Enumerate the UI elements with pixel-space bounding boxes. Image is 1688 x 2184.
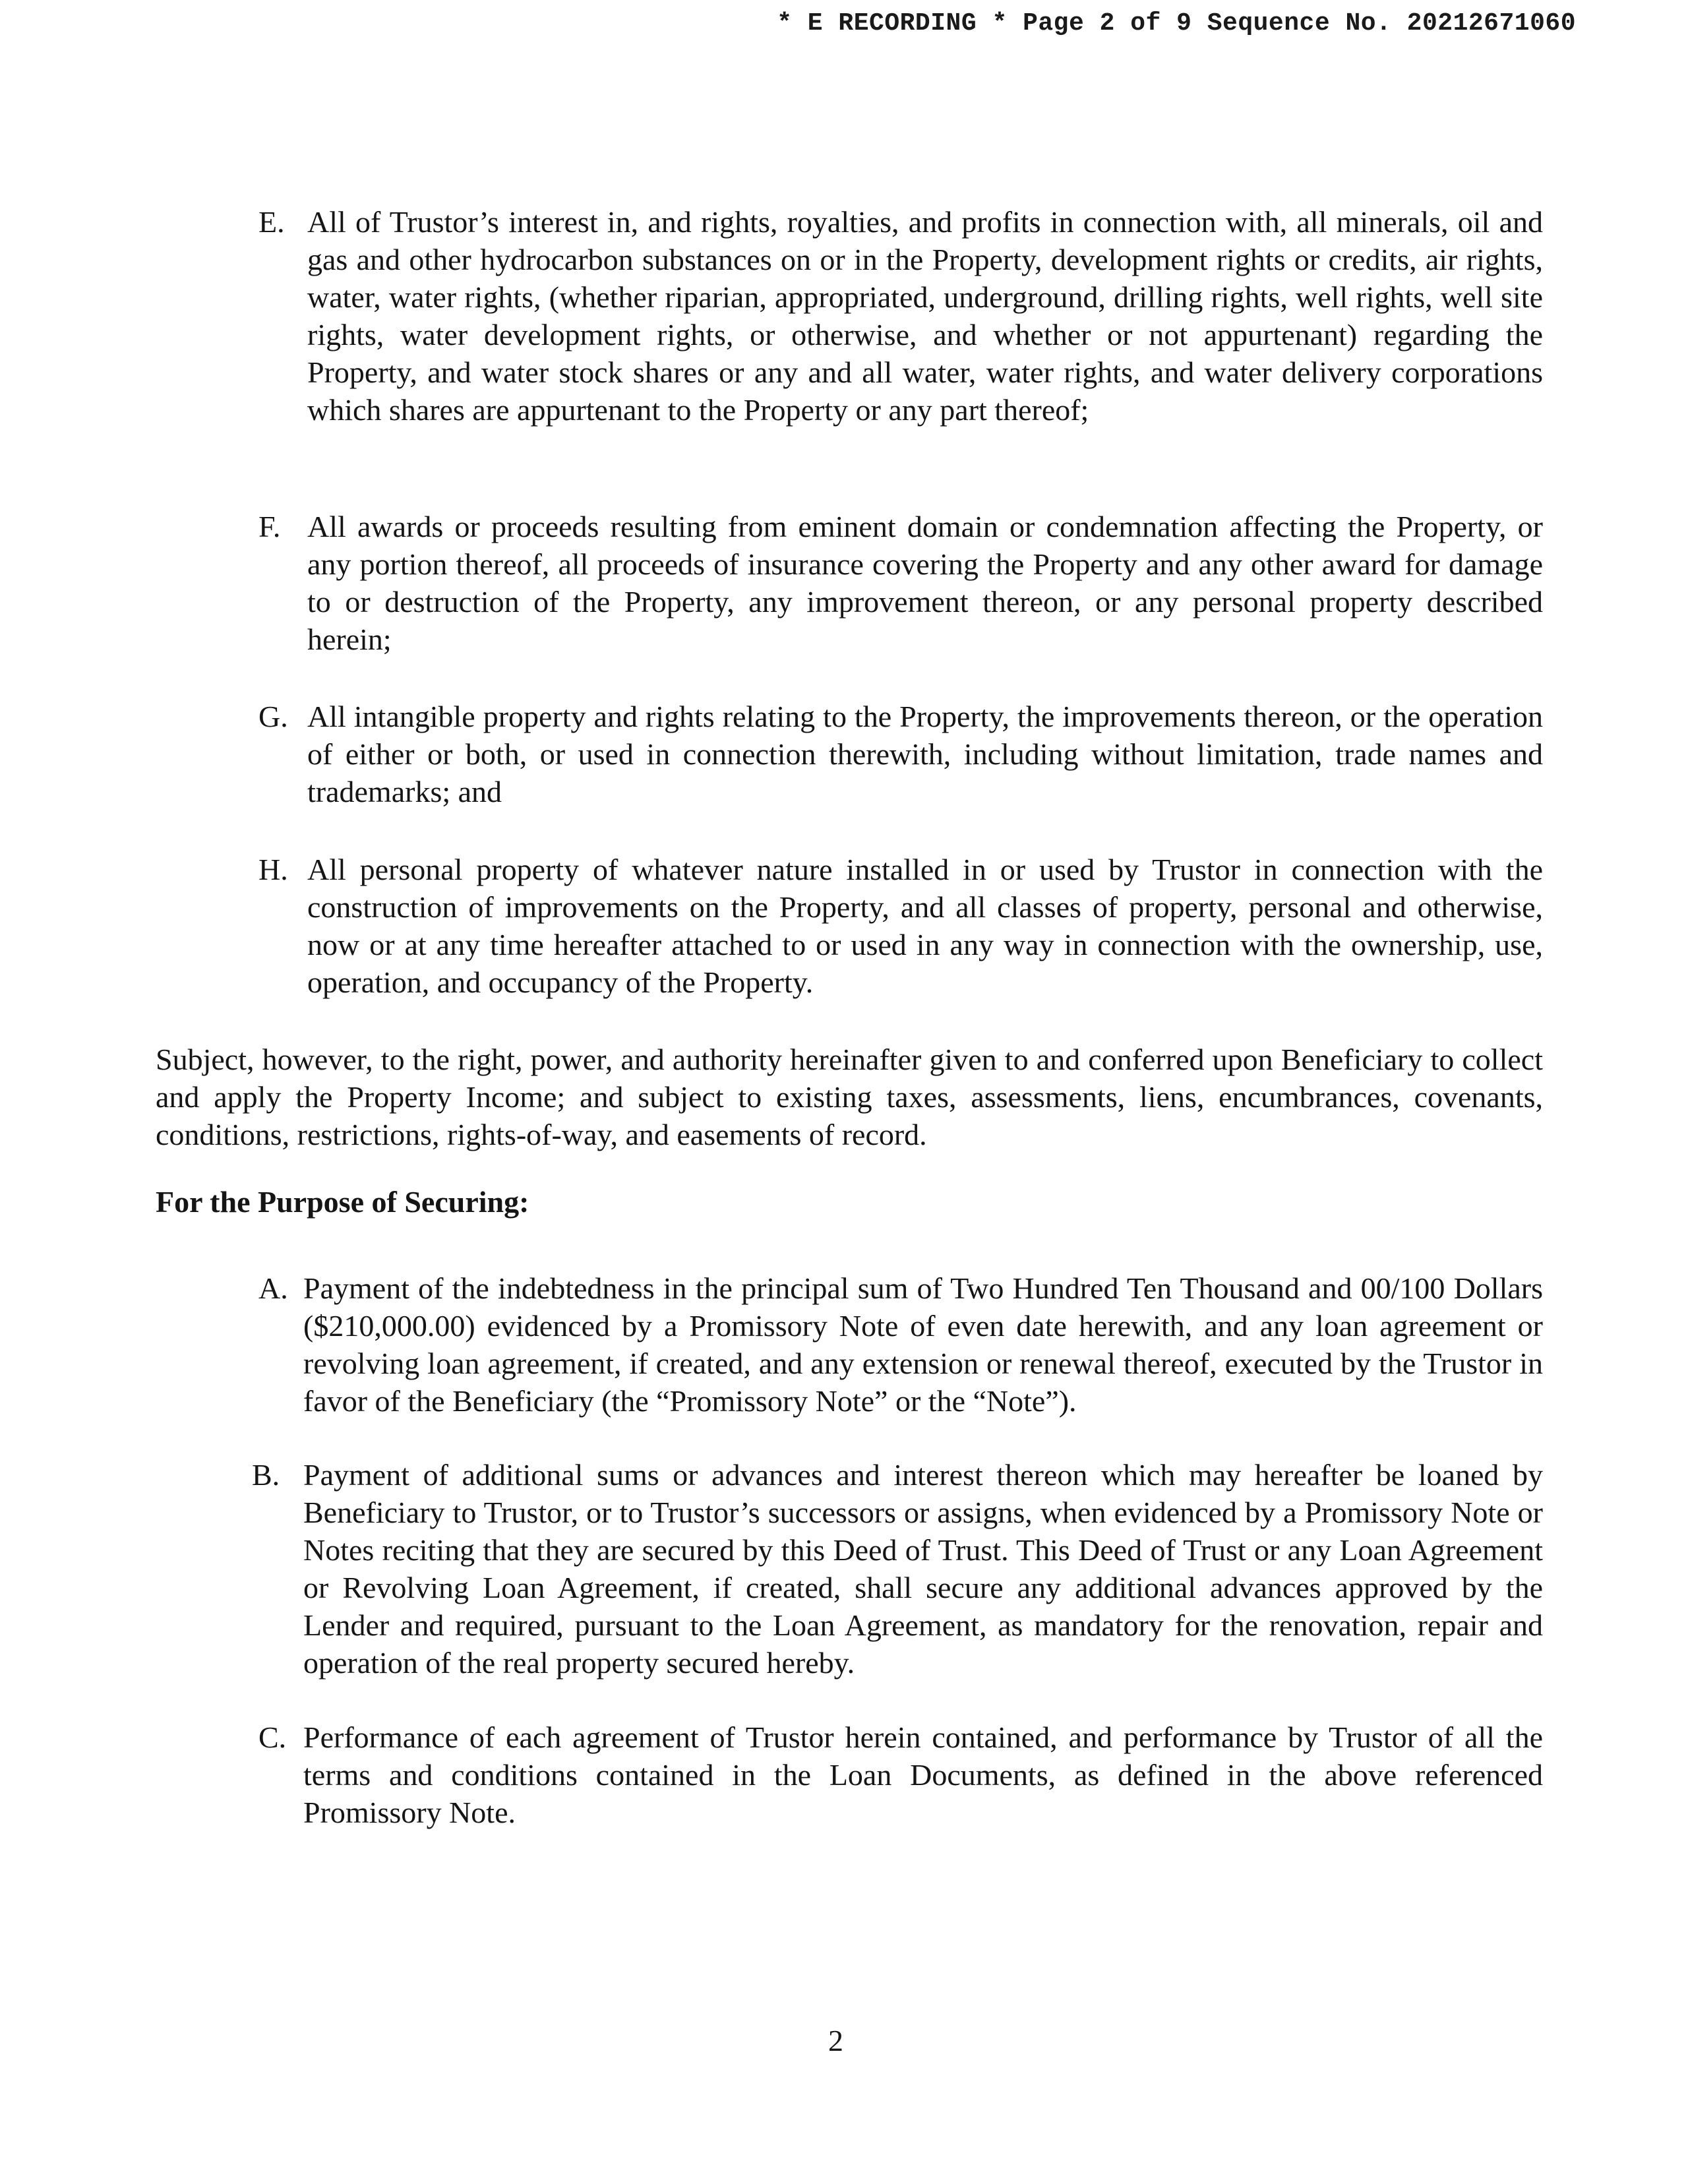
page-number: 2 [828,2024,843,2057]
list-item-letter: E. [258,205,285,239]
subject-paragraph: Subject, however, to the right, power, and authority hereinafter given to and conferred upon Beneficiary to collect and apply the Property Income; and subject to existing taxes, assessments, liens, encumbrances, covenants, conditions, restrictions, rights-of-way, and easements of record. [156,1043,1543,1151]
list-item-a [258,1269,1543,1420]
list-item-letter: A. [258,1271,288,1305]
list-item-letter: C. [258,1720,287,1754]
list-item-g [258,698,1543,810]
list-item-letter: H. [258,853,288,886]
list-item-text: All of Trustor’s interest in, and rights, royalties, and profits in connection with, all minerals, oil and gas and other hydrocarbon substances on or in the Property, development rights or credits, air rights, water, water rights, (whether riparian, appropriated, underground, drilling rights, well rights, well site rights, water development rights, or otherwise, and whether or not appurtenant) regarding the Property, and water stock shares or any and all water, water rights, and water delivery corporations which shares are appurtenant to the Property or any part thereof; [307,205,1543,427]
recording-stamp: * E RECORDING * Page 2 of 9 Sequence No. 20212671060 [777,9,1576,38]
list-item-text: Performance of each agreement of Trustor herein contained, and performance by Trustor of all the terms and conditions contained in the Loan Documents, as defined in the above referenced Promissory Note. [303,1720,1543,1829]
list-item-text: All awards or proceeds resulting from eminent domain or condemnation affecting the Property, or any portion thereof, all proceeds of insurance covering the Property and any other award for damage to or destruction of the Property, any improvement thereon, or any personal property described herein; [307,510,1543,656]
list-item-letter: F. [258,510,281,543]
list-item-b [252,1456,1543,1682]
list-item-letter: G. [258,700,288,733]
list-item-e [258,203,1543,429]
list-item-f [258,508,1543,658]
list-item-letter: B. [252,1458,280,1492]
purpose-heading: For the Purpose of Securing: [156,1185,529,1219]
list-item-text: All intangible property and rights relating to the Property, the improvements thereon, or the operation of either or both, or used in connection therewith, including without limitation, trade names and trademarks; and [307,700,1543,808]
list-item-c [258,1718,1543,1831]
list-item-h [258,851,1543,1001]
list-item-text: Payment of the indebtedness in the principal sum of Two Hundred Ten Thousand and 00/100 Dollars ($210,000.00) evidenced by a Promissory Note of even date herewith, and any loan agreement or revolving loan agreement, if created, and any extension or renewal thereof, executed by the Trustor in favor of the Beneficiary (the “Promissory Note” or the “Note”). [303,1271,1543,1418]
list-item-text: All personal property of whatever nature installed in or used by Trustor in connection with the construction of improvements on the Property, and all classes of property, personal and otherwise, now or at any time hereafter attached to or used in any way in connection with the ownership, use, operation, and occupancy of the Property. [307,853,1543,999]
list-item-text: Payment of additional sums or advances and interest thereon which may hereafter be loaned by Beneficiary to Trustor, or to Trustor’s successors or assigns, when evidenced by a Promissory Note or Notes reciting that they are secured by this Deed of Trust. This Deed of Trust or any Loan Agreement or Revolving Loan Agreement, if created, shall secure any additional advances approved by the Lender and required, pursuant to the Loan Agreement, as mandatory for the renovation, repair and operation of the real property secured hereby. [303,1458,1543,1680]
